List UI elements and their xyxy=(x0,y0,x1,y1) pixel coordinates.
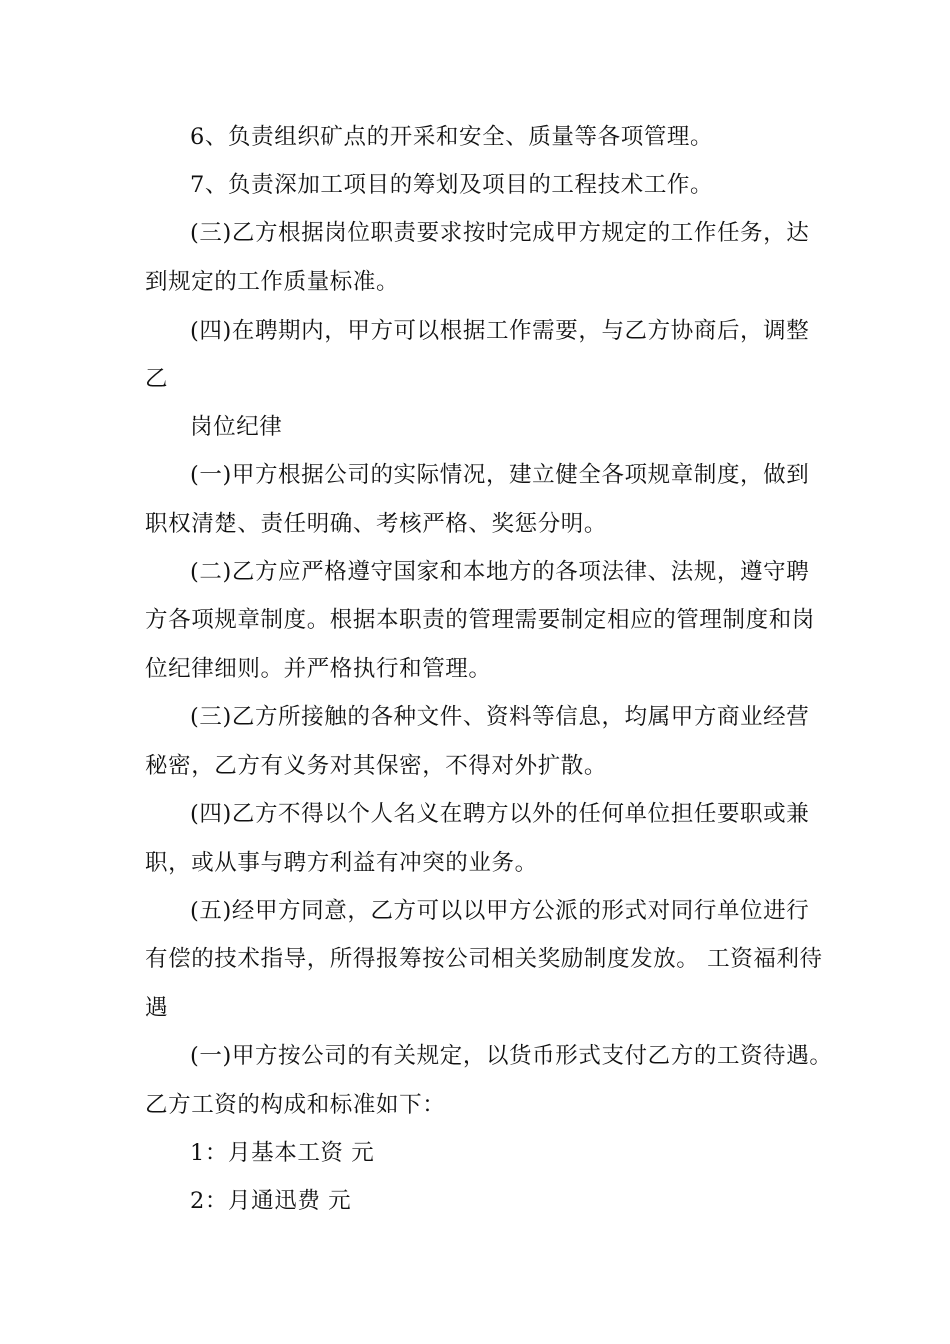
paragraph-line: 有偿的技术指导，所得报筹按公司相关奖励制度发放。 工资福利待 xyxy=(145,946,823,972)
paragraph-line: 乙 xyxy=(145,366,169,392)
paragraph-line: (四)乙方不得以个人名义在聘方以外的任何单位担任要职或兼 xyxy=(190,801,810,827)
paragraph-line: (二)乙方应严格遵守国家和本地方的各项法律、法规，遵守聘 xyxy=(190,559,810,585)
paragraph-line: (三)乙方所接触的各种文件、资料等信息，均属甲方商业经营 xyxy=(190,704,810,730)
list-item: 1：月基本工资 元 xyxy=(190,1140,375,1166)
paragraph-line: (三)乙方根据岗位职责要求按时完成甲方规定的工作任务，达 xyxy=(190,220,810,246)
paragraph-line: 方各项规章制度。根据本职责的管理需要制定相应的管理制度和岗 xyxy=(145,607,815,633)
paragraph-line: 到规定的工作质量标准。 xyxy=(145,269,400,295)
paragraph-line: (一)甲方根据公司的实际情况，建立健全各项规章制度，做到 xyxy=(190,462,810,488)
paragraph-line: (四)在聘期内，甲方可以根据工作需要，与乙方协商后，调整 xyxy=(190,318,810,344)
paragraph-line: 乙方工资的构成和标准如下： xyxy=(145,1092,446,1118)
list-item: 2：月通迅费 元 xyxy=(190,1188,352,1214)
text-line: 7、负责深加工项目的筹划及项目的工程技术工作。 xyxy=(190,172,714,198)
paragraph-line: 职权清楚、责任明确、考核严格、奖惩分明。 xyxy=(145,511,608,537)
text-line: 6、负责组织矿点的开采和安全、质量等各项管理。 xyxy=(190,124,714,150)
paragraph-line: 位纪律细则。并严格执行和管理。 xyxy=(145,656,492,682)
paragraph-line: (五)经甲方同意，乙方可以以甲方公派的形式对同行单位进行 xyxy=(190,898,810,924)
paragraph-line: (一)甲方按公司的有关规定，以货币形式支付乙方的工资待遇。 xyxy=(190,1043,833,1069)
section-heading: 岗位纪律 xyxy=(190,414,283,440)
paragraph-line: 秘密，乙方有义务对其保密，不得对外扩散。 xyxy=(145,753,608,779)
paragraph-line: 遇 xyxy=(145,995,169,1021)
paragraph-line: 职，或从事与聘方利益有冲突的业务。 xyxy=(145,850,538,876)
